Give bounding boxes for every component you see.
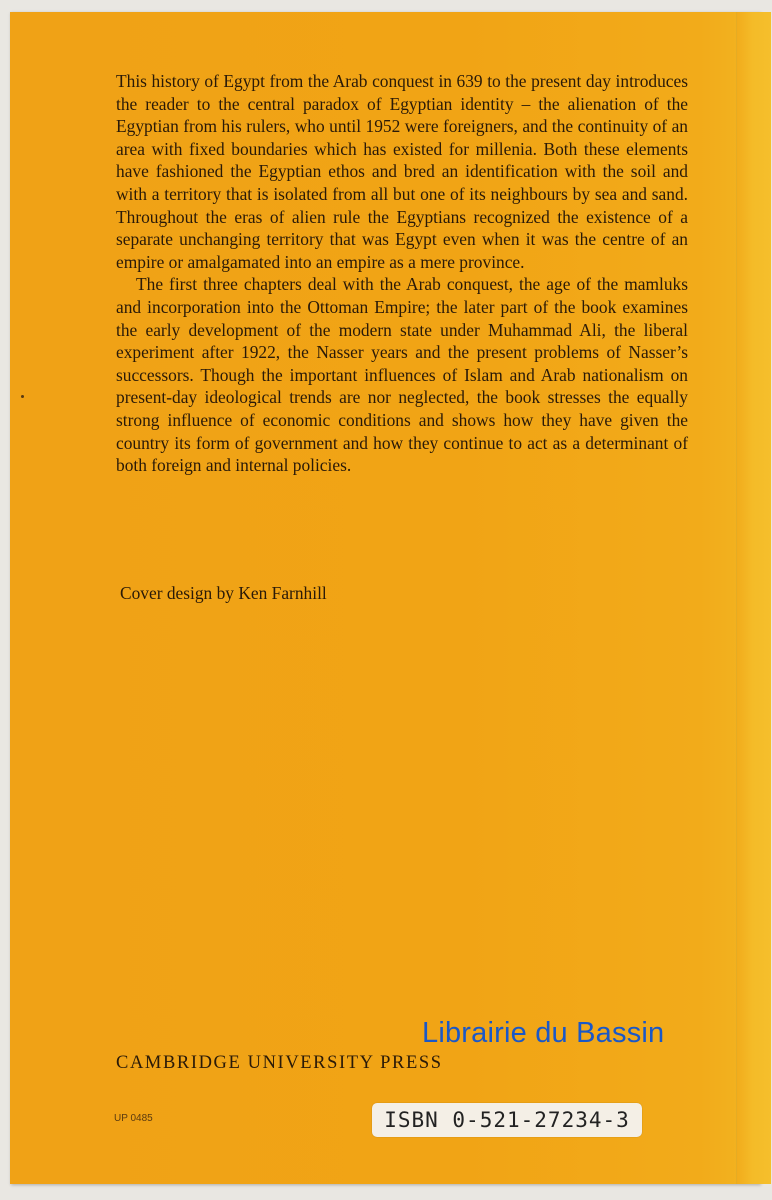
- cover-design-credit: Cover design by Ken Farnhill: [120, 583, 327, 603]
- blurb-paragraph-1: This history of Egypt from the Arab conquest in 639 to the present day introduces the reader to the central paradox of Egyptian identity – the alienation of the Egyptian from his rulers, who until 1952 were foreigners, and the continuity of an area with fixed boundaries which has existed for millenia. Both these elements have fashioned the Egyptian ethos and bred an identification with the soil and with a territory that is isolated from all but one of its neighbours by sea and sand. Throughout the eras of alien rule the Egyptians recognized the existence of a separate unchanging territory that was Egypt even when it was the centre of an empire or amalgamated into an empire as a mere province.: [116, 71, 688, 272]
- seller-watermark: Librairie du Bassin: [422, 1017, 665, 1049]
- book-back-cover: [10, 12, 760, 1184]
- cover-edge-fold: [736, 12, 771, 1184]
- product-code: UP 0485: [114, 1113, 153, 1124]
- blurb-text: [116, 70, 688, 477]
- publisher-name: CAMBRIDGE UNIVERSITY PRESS: [116, 1053, 443, 1073]
- blurb-paragraph-2: The first three chapters deal with the Arab conquest, the age of the mamluks and incorporation into the Ottoman Empire; the later part of the book examines the early development of the modern state under Muhammad Ali, the liberal experiment after 1922, the Nasser years and the present problems of Nasser’s successors. Though the important influences of Islam and Arab nationalism on present-day ideological trends are nor neglected, the book stresses the equally strong influence of economic conditions and shows how they have given the country its form of government and how they continue to act as a determinant of both foreign and internal policies.: [116, 274, 688, 476]
- isbn-label: ISBN 0-521-27234-3: [372, 1103, 642, 1137]
- cover-speck: [21, 395, 24, 398]
